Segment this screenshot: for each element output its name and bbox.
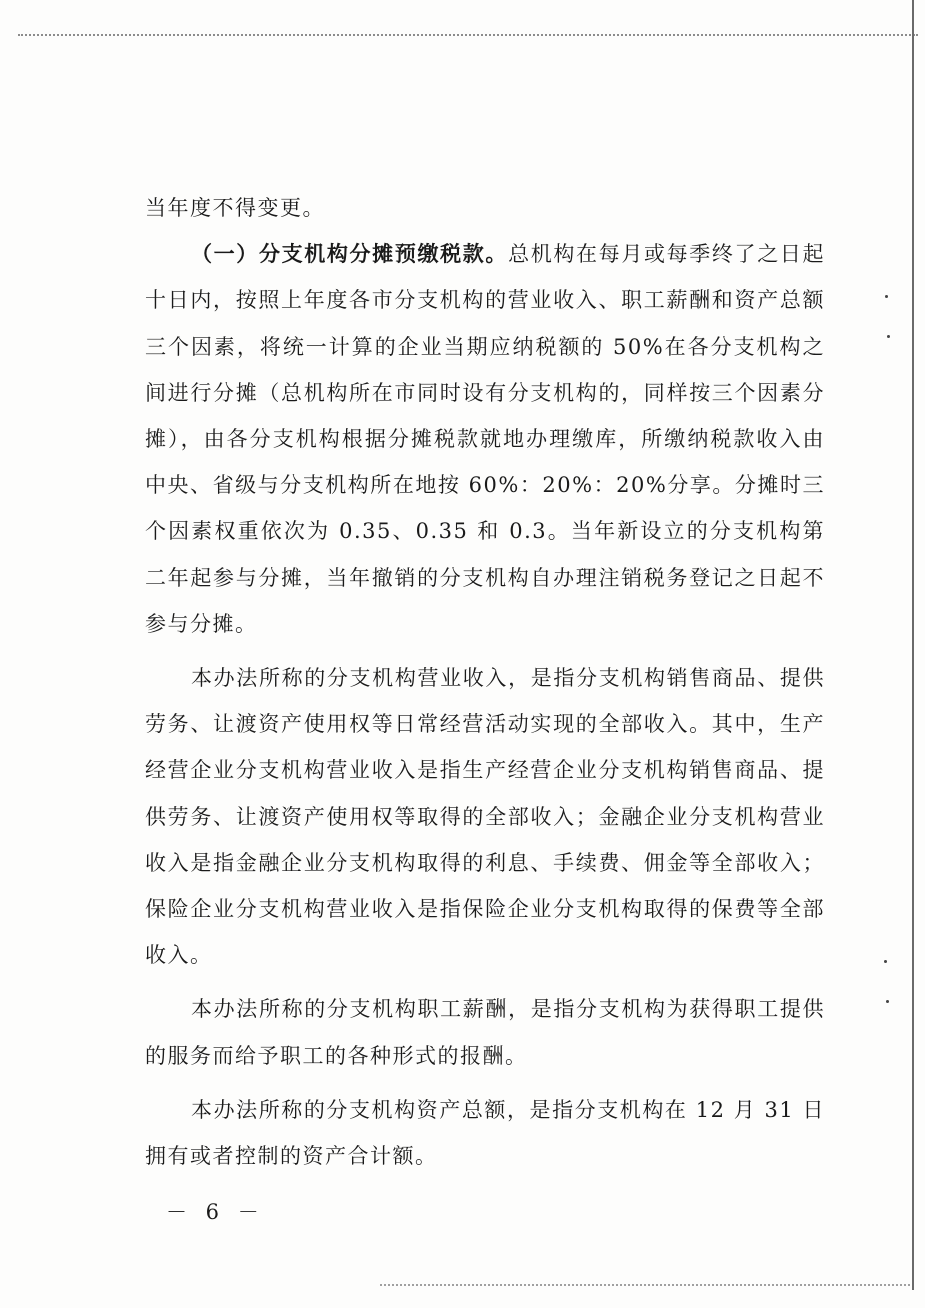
paragraph-text: 本办法所称的分支机构职工薪酬，是指分支机构为获得职工提供的服务而给予职工的各种形式的报酬。: [145, 997, 825, 1068]
paragraph-section-one: [145, 231, 825, 647]
scan-speck: [885, 295, 888, 298]
paragraph-text: 本办法所称的分支机构营业收入，是指分支机构销售商品、提供劳务、让渡资产使用权等日常经营活动实现的全部收入。其中，生产经营企业分支机构营业收入是指生产经营企业分支机构销售商品、提供劳务、让渡资产使用权等取得的全部收入；金融企业分支机构营业收入是指金融企业分支机构取得的利息、手续费、佣金等全部收入；保险企业分支机构营业收入是指保险企业分支机构取得的保费等全部收入。: [145, 666, 825, 968]
paragraph-text: 总机构在每月或每季终了之日起十日内，按照上年度各市分支机构的营业收入、职工薪酬和资产总额三个因素，将统一计算的企业当期应纳税额的 50%在各分支机构之间进行分摊（总机构所在市同时设有分支机构的，同样按三个因素分摊），由各分支机构根据分摊税款就地办理缴库，所缴纳税款收入由中央、省级与分支机构所在地按 60%：20%：20%分享。分摊时三个因素权重依次为 0.35、0.35 和 0.3。当年新设立的分支机构第二年起参与分摊，当年撤销的分支机构自办理注销税务登记之日起不参与分摊。: [145, 242, 826, 636]
scan-top-border: [18, 34, 918, 36]
body-text: [145, 185, 825, 1179]
page-number: － 6 －: [166, 1200, 265, 1224]
scan-speck: [884, 960, 887, 963]
paragraph-continuation: [145, 185, 825, 231]
paragraph-employee-compensation: [145, 986, 825, 1078]
scan-speck: [886, 1000, 889, 1003]
paragraph-total-assets: [145, 1087, 825, 1179]
scan-bottom-border: [380, 1284, 910, 1286]
paragraph-text: 当年度不得变更。: [145, 196, 325, 220]
paragraph-operating-revenue: [145, 655, 825, 978]
scan-right-border: [912, 0, 914, 1290]
scan-speck: [887, 335, 890, 338]
paragraph-text: 本办法所称的分支机构资产总额，是指分支机构在 12 月 31 日拥有或者控制的资产合计额。: [145, 1097, 825, 1169]
section-heading: （一）分支机构分摊预缴税款。: [191, 241, 509, 267]
